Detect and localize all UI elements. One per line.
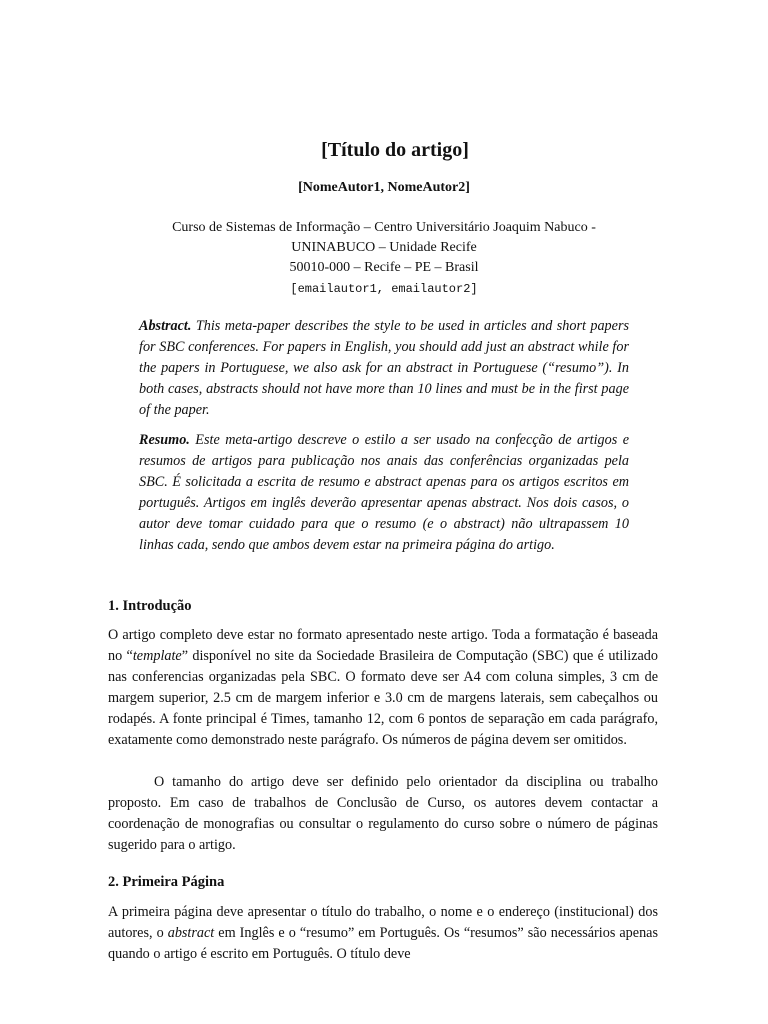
affiliation-line: Curso de Sistemas de Informação – Centro Universitário Joaquim Nabuco -: [172, 220, 596, 235]
resumo-paragraph: [139, 430, 629, 556]
paragraph-text: O artigo completo deve estar no formato apresentado neste artigo. Toda a formatação é baseada no “: [108, 627, 658, 664]
affiliation-line: UNINABUCO – Unidade Recife: [291, 240, 477, 255]
section-heading: 2. Primeira Página: [108, 874, 225, 890]
body-paragraph: [108, 625, 658, 751]
affiliation-block: [0, 218, 768, 299]
paper-authors: [NomeAutor1, NomeAutor2]: [298, 180, 470, 195]
paper-title: [Título do artigo]: [321, 139, 469, 161]
emphasis-text: template: [132, 648, 182, 664]
abstract-paragraph: [139, 316, 629, 421]
paragraph-text: ” disponível no site da Sociedade Brasileira de Computação (SBC) que é utilizado nas conferencias organizadas pela SBC. O formato deve ser A4 com coluna simples, 3 cm de margem superior, 2.5 cm de margem inferior e 3.0 cm de margens laterais, sem cabeçalhos ou rodapés. A fonte principal é Times, tamanho 12, com 6 pontos de separação em cada parágrafo, exatamente como demonstrado neste parágrafo. Os números de página devem ser omitidos.: [108, 648, 658, 748]
affiliation-address: 50010-000 – Recife – PE – Brasil: [289, 260, 479, 275]
emphasis-text: abstract: [167, 925, 215, 941]
author-emails: [emailautor1, emailautor2]: [290, 282, 478, 296]
paragraph-text: em Inglês e o “resumo” em Português. Os “resumos” são necessários apenas quando o artigo é escrito em Português. O título deve: [108, 925, 658, 962]
paragraph-text: A primeira página deve apresentar o título do trabalho, o nome e o endereço (institucional) dos autores, o: [108, 904, 658, 941]
abstract-text: This meta-paper describes the style to be used in articles and short papers for SBC conferences. For papers in English, you should add just an abstract while for the papers in Portuguese, we also ask for an abstract in Portuguese (“resumo”). In both cases, abstracts should not have more than 10 lines and must be in the first page of the paper.: [139, 318, 629, 418]
body-paragraph: O tamanho do artigo deve ser definido pelo orientador da disciplina ou trabalho proposto. Em caso de trabalhos de Conclusão de Curso, os autores devem contactar a coordenação de monografias ou consultar o regulamento do curso sobre o número de páginas sugerido para o artigo.: [108, 774, 658, 853]
section-heading: 1. Introdução: [108, 598, 192, 614]
abstract-label: Abstract.: [139, 318, 192, 334]
body-paragraph: [108, 902, 658, 965]
resumo-text: Este meta-artigo descreve o estilo a ser usado na confecção de artigos e resumos de artigos para publicação nos anais das conferências organizadas pela SBC. É solicitada a escrita de resumo e abstract apenas para os artigos escritos em português. Artigos em inglês deverão apresentar apenas abstract. Nos dois casos, o autor deve tomar cuidado para que o resumo (e o abstract) não ultrapassem 10 linhas cada, sendo que ambos devem estar na primeira página do artigo.: [139, 432, 629, 553]
resumo-label: Resumo.: [139, 432, 190, 448]
